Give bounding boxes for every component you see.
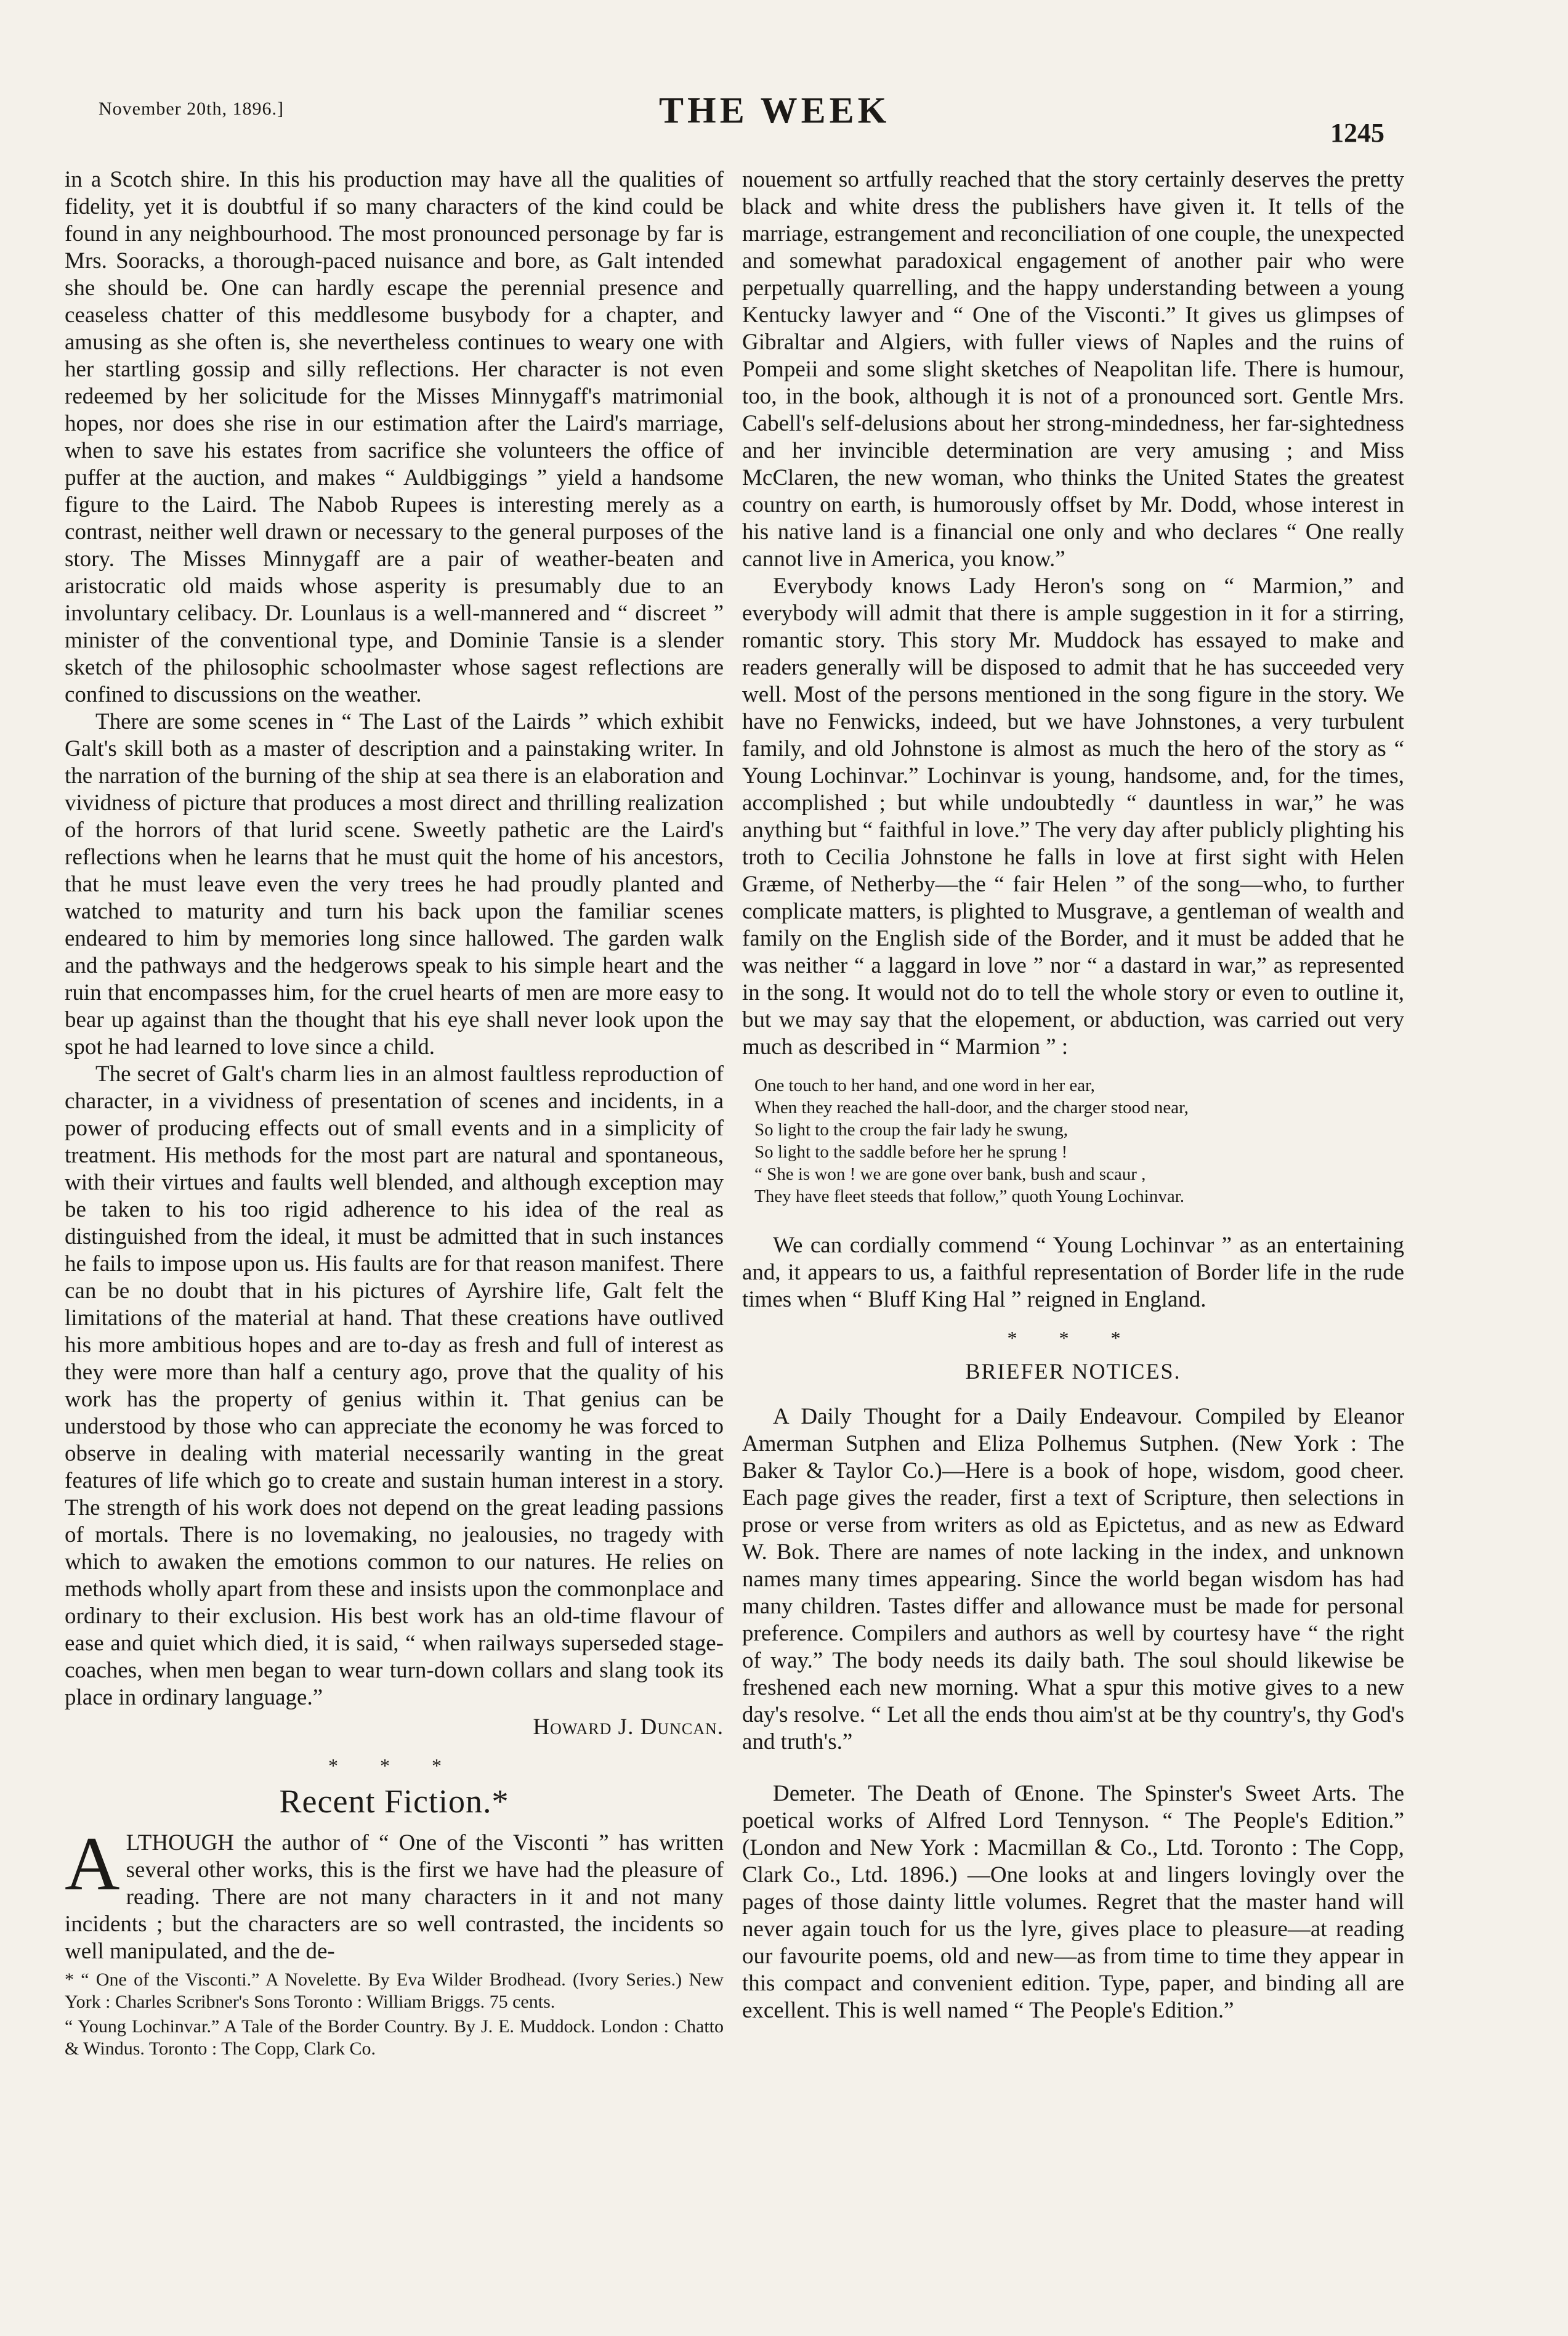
article-paragraph: Everybody knows Lady Heron's song on “ Marmion,” and everybody will admit that there is ample suggestion in it for a stirring, romantic story. This story Mr. Muddock has essayed to make and readers generally will be disposed to admit that he has succeeded very well. Most of the persons mentioned in the song figure in the story. We have no Fenwicks, indeed, but we have Johnstones, a very turbulent family, and old Johnstone is almost as much the hero of the story as “ Young Lochinvar.” Lochinvar is young, handsome, and, for the times, accomplished ; but while undoubtedly “ dauntless in war,” he was anything but “ faithful in love.” The very day after publicly plighting his troth to Cecilia Johnstone he falls in love at first sight with Helen Græme, of Netherby—the “ fair Helen ” of the song—who, to further complicate matters, is plighted to Musgrave, a gentleman of wealth and family on the English side of the Border, and it must be added that he was neither “ a laggard in love ” nor “ a dastard in war,” as represented in the song. It would not do to tell the whole story or even to outline it, but we may say that the elopement, or abduction, was carried out very much as described in “ Marmion ” : bbox=[742, 574, 1404, 1060]
article-paragraph: in a Scotch shire. In this his production may have all the qualities of fidelity, yet it is doubtful if so many characters of the kind could be found in any neighbourhood. The most pronounced personage by far is Mrs. Sooracks, a thorough-paced nuisance and bore, as Galt intended she should be. One can hardly escape the perennial presence and ceaseless chatter of this meddlesome busybody for a chapter, and amusing as she often is, she nevertheless continues to weary one with her startling gossip and silly reflections. Her character is not even redeemed by her solicitude for the Misses Minnygaff's matrimonial hopes, nor does she rise in our estimation after the Laird's marriage, when to save his estates from sacrifice she volunteers the office of puffer at the auction, and makes “ Auldbiggings ” yield a handsome figure to the Laird. The Nabob Rupees is interesting merely as a contrast, neither well drawn or necessary to the general purposes of the story. The Misses Minnygaff are a pair of weather-beaten and aristocratic old maids whose asperity is presumably due to an involuntary celibacy. Dr. Lounlaus is a well-mannered and “ discreet ” minister of the conventional type, and Dominie Tansie is a slender sketch of the philosophic schoolmaster whose sagest reflections are confined to discussions on the weather. bbox=[65, 167, 724, 707]
article-paragraph: We can cordially commend “ Young Lochinvar ” as an entertaining and, it appears to us, a faithful representation of Border life in the rude times when “ Bluff King Hal ” reigned in England. bbox=[742, 1233, 1404, 1312]
page-number: 1245 bbox=[1330, 118, 1384, 148]
footnote: “ Young Lochinvar.” A Tale of the Border Country. By J. E. Muddock. London : Chatto & Windus. Toronto : The Copp, Clark Co. bbox=[65, 2016, 724, 2059]
article-text: LTHOUGH the author of “ One of the Visconti ” has written several other works, this is the first we have had the pleasure of reading. There are not many characters in it and not many incidents ; but the characters are so well contrasted, the incidents so well manipulated, and the de- bbox=[65, 1830, 724, 1964]
poem-line: So light to the croup the fair lady he swung, bbox=[754, 1120, 1069, 1140]
article-paragraph: There are some scenes in “ The Last of the Lairds ” which exhibit Galt's skill both as a master of description and a painstaking writer. In the narration of the burning of the ship at sea there is an elaboration and vividness of picture that produces a most direct and thrilling realization of the horrors of that lurid scene. Sweetly pathetic are the Laird's reflections when he learns that he must quit the home of his ancestors, that he must leave even the very trees he had proudly planted and watched to maturity and turn his back upon the familiar scenes endeared to him by memories long since hallowed. The garden walk and the pathways and the hedgerows speak to his simple heart and the ruin that encompasses him, for the cruel hearts of men are more easy to bear up against than the thought that his eye shall never look upon the spot he had learned to love since a child. bbox=[65, 709, 724, 1060]
article-paragraph: nouement so artfully reached that the story certainly deserves the pretty black and white dress the publishers have given it. It tells of the marriage, estrangement and reconciliation of one couple, the unexpected and somewhat paradoxical engagement of another pair who were perpetually quarrelling, and the happy understanding between a young Kentucky lawyer and “ One of the Visconti.” It gives us glimpses of Gibraltar and Algiers, with fuller views of Naples and the ruins of Pompeii and some slight sketches of Neapolitan life. There is humour, too, in the book, although it is not of a pronounced sort. Gentle Mrs. Cabell's self-delusions about her strong-mindedness, her far-sightedness and her invincible determination are very amusing ; and Miss McClaren, the new woman, who thinks the United States the greatest country on earth, is humorously offset by Mr. Dodd, whose interest in his native land is a financial one only and who declares “ One really cannot live in America, you know.” bbox=[742, 167, 1404, 572]
masthead-title: THE WEEK bbox=[659, 90, 891, 131]
poem-line: When they reached the hall-door, and the charger stood near, bbox=[754, 1098, 1189, 1117]
poem-line: “ She is won ! we are gone over bank, bush and scaur , bbox=[754, 1164, 1146, 1184]
poem-line: They have fleet steeds that follow,” quoth Young Lochinvar. bbox=[754, 1186, 1184, 1206]
left-column bbox=[65, 166, 724, 2062]
notice-paragraph: Demeter. The Death of Œnone. The Spinster's Sweet Arts. The poetical works of Alfred Lord Tennyson. “ The People's Edition.” (London and New York : Macmillan & Co., Ltd. Toronto : The Copp, Clark Co., Ltd. 1896.) —One looks at and lingers lovingly over the pages of those dainty little volumes. Regret that the master hand will never again touch for us the lyre, gives place to pleasure—at reading our favourite poems, old and new—as from time to time they appear in this compact and convenient edition. Type, paper, and binding all are excellent. This is well named “ The People's Edition.” bbox=[742, 1781, 1404, 2023]
article-paragraph bbox=[65, 1822, 724, 1965]
section-divider: * * * bbox=[328, 1754, 460, 1777]
footnote: * “ One of the Visconti.” A Novelette. By Eva Wilder Brodhead. (Ivory Series.) New York : Charles Scribner's Sons Toronto : William Briggs. 75 cents. bbox=[65, 1969, 724, 2012]
poem-line: One touch to her hand, and one word in her ear, bbox=[754, 1076, 1095, 1095]
poem-line: So light to the saddle before her he sprung ! bbox=[754, 1142, 1068, 1162]
spacer bbox=[742, 1756, 1404, 1780]
article-paragraph: The secret of Galt's charm lies in an almost faultless reproduction of character, in a vividness of presentation of scenes and incidents, in a power of producing effects out of small events and in a simplicity of treatment. His methods for the most part are natural and spontaneous, with their virtues and faults well blended, and although exception may be taken to his too rigid adherence to his idea of the real as distinguished from the ideal, it must be admitted that in such instances he fails to impose upon us. His faults are for that reason manifest. There can be no doubt that in his pictures of Ayrshire life, Galt felt the limitations of the material at hand. That these creations have outlived his more ambitious hopes and are to-day as fresh and full of interest as they were more than half a century ago, prove that the quality of his work has the property of genius within it. That genius can be understood by those who can appreciate the economy he was forced to observe in dealing with material necessarily wanting in the great features of life which go to create and sustain human interest in a story. The strength of his work does not depend on the great leading passions of mortals. There is no lovemaking, no jealousies, no tragedy with which to awaken the emotions common to our natures. He relies on methods wholly apart from these and insists upon the commonplace and ordinary to their exclusion. His best work has an old-time flavour of ease and quiet which died, it is said, “ when railways superseded stage-coaches, when men began to wear turn-down collars and slang took its place in ordinary language.” bbox=[65, 1061, 724, 1710]
notice-paragraph: A Daily Thought for a Daily Endeavour. Compiled by Eleanor Amerman Sutphen and Eliza Polhemus Sutphen. (New York : The Baker & Taylor Co.)—Here is a book of hope, wisdom, good cheer. Each page gives the reader, first a text of Scripture, then selections in prose or verse from writers as old as Epictetus, and as new as Edward W. Bok. There are names of note lacking in the index, and unknown names many times appearing. Since the world began wisdom has had many children. Tastes differ and allowance must be made for personal preference. Compilers and authors as well by courtesy have “ the right of way.” The body needs its daily bath. The soul should likewise be freshened each new morning. What a spur this motive gives to a new day's resolve. “ Let all the ends thou aim'st at be thy country's, thy God's and truth's.” bbox=[742, 1404, 1404, 1754]
drop-cap: A bbox=[65, 1822, 120, 1906]
right-column bbox=[742, 166, 1404, 2024]
issue-date: November 20th, 1896.] bbox=[99, 99, 284, 119]
poem-quotation bbox=[754, 1074, 1404, 1207]
footnotes bbox=[65, 1969, 724, 2060]
author-signature: Howard J. Duncan. bbox=[533, 1714, 724, 1740]
section-heading-recent-fiction: Recent Fiction.* bbox=[279, 1783, 509, 1820]
section-heading-briefer-notices: BRIEFER NOTICES. bbox=[965, 1359, 1181, 1384]
section-divider: * * * bbox=[1007, 1327, 1139, 1349]
